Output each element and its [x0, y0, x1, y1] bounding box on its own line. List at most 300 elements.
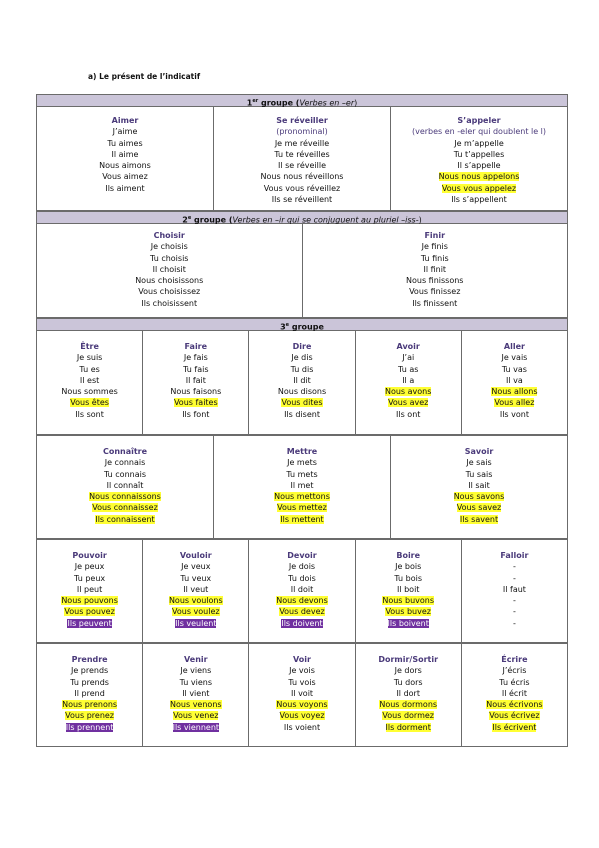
- conjugation-text: Vous devez: [279, 607, 325, 617]
- conjugation-line: [356, 561, 461, 572]
- conjugation-line: [143, 606, 248, 617]
- group3-row4: [36, 643, 568, 747]
- conjugation-line: [143, 665, 248, 676]
- conjugation-line: [303, 253, 568, 264]
- conjugation-text: Tu mets: [286, 469, 318, 479]
- verb-name: Faire: [184, 342, 208, 351]
- conjugation-line: [37, 722, 142, 733]
- conjugation-text: Je dis: [291, 353, 313, 363]
- conjugation-text: Tu dis: [290, 364, 314, 374]
- verb-cell: [37, 224, 303, 317]
- conjugation-text: Je suis: [76, 353, 103, 363]
- conjugation-text: -: [512, 562, 516, 572]
- conjugation-line: [143, 618, 248, 629]
- conjugation-line: [356, 677, 461, 688]
- conjugation-line: [462, 618, 567, 629]
- conjugation-text: Tu dois: [288, 573, 316, 583]
- conjugation-text: Je m’appelle: [454, 138, 504, 148]
- verb-subtitle: (pronominal): [276, 127, 328, 137]
- conjugation-line: [143, 584, 248, 595]
- verb-cell: [37, 107, 214, 210]
- conjugation-text: Ils vont: [499, 409, 529, 419]
- verb-cell: [143, 540, 249, 642]
- verb-name: Être: [80, 342, 99, 351]
- verb-name: Pouvoir: [72, 551, 107, 560]
- conjugation-text: Il se réveille: [277, 161, 327, 171]
- verb-cell: [37, 540, 143, 642]
- verb-cell: [462, 644, 567, 746]
- conjugation-text: Nous nous appelons: [438, 172, 520, 182]
- conjugation-line: [462, 722, 567, 733]
- conjugation-line: [214, 502, 390, 513]
- conjugation-line: [37, 469, 213, 480]
- verb-name: Avoir: [396, 342, 420, 351]
- verb-name: Se réveiller: [276, 116, 328, 125]
- conjugation-text: Vous aimez: [102, 172, 148, 182]
- conjugation-text: Ils doivent: [281, 618, 323, 628]
- conjugation-line: [249, 375, 354, 386]
- conjugation-text: Ils peuvent: [67, 618, 112, 628]
- conjugation-line: [37, 149, 213, 160]
- conjugation-text: Je prends: [70, 666, 109, 676]
- conjugation-text: Ils boivent: [387, 618, 429, 628]
- conjugation-line: [143, 352, 248, 363]
- conjugation-text: Vous voyez: [279, 711, 325, 721]
- conjugation-line: [37, 699, 142, 710]
- conjugation-text: Tu veux: [180, 573, 212, 583]
- verb-cell: [462, 331, 567, 434]
- conjugation-line: [462, 665, 567, 676]
- conjugation-line: [143, 710, 248, 721]
- conjugation-text: Vous vous réveillez: [263, 183, 341, 193]
- conjugation-text: -: [512, 596, 516, 606]
- conjugation-line: [249, 397, 354, 408]
- conjugation-text: Il veut: [183, 584, 209, 594]
- conjugation-line: [37, 710, 142, 721]
- conjugation-line: [249, 699, 354, 710]
- verb-cell: [356, 331, 462, 434]
- conjugation-text: Vous voulez: [172, 607, 220, 617]
- page-title: a) Le présent de l’indicatif: [88, 72, 201, 81]
- conjugation-line: [37, 183, 213, 194]
- conjugation-line: [356, 584, 461, 595]
- conjugation-line: [37, 514, 213, 525]
- conjugation-text: Vous venez: [173, 711, 219, 721]
- verb-cell: [214, 436, 391, 538]
- conjugation-line: [391, 457, 567, 468]
- conjugation-line: [462, 710, 567, 721]
- conjugation-line: [37, 352, 142, 363]
- conjugation-line: [391, 480, 567, 491]
- conjugation-text: Il a: [402, 375, 415, 385]
- verb-cell: [249, 540, 355, 642]
- conjugation-text: Ils écrivent: [492, 722, 537, 732]
- conjugation-text: Je bois: [395, 562, 422, 572]
- conjugation-line: [391, 469, 567, 480]
- conjugation-line: [249, 688, 354, 699]
- conjugation-line: [462, 688, 567, 699]
- conjugation-text: Je viens: [180, 666, 212, 676]
- conjugation-line: [391, 514, 567, 525]
- conjugation-line: [356, 352, 461, 363]
- group1-row: [36, 107, 568, 211]
- conjugation-line: [303, 264, 568, 275]
- conjugation-text: Tu fais: [183, 364, 209, 374]
- conjugation-line: [37, 573, 142, 584]
- conjugation-line: [37, 688, 142, 699]
- conjugation-text: Il voit: [290, 688, 314, 698]
- verb-name: Aimer: [111, 116, 139, 125]
- conjugation-text: Vous êtes: [70, 398, 109, 408]
- conjugation-text: Vous savez: [456, 503, 502, 513]
- conjugation-line: [37, 677, 142, 688]
- verb-name: Mettre: [286, 447, 318, 456]
- conjugation-text: Il prend: [74, 688, 105, 698]
- conjugation-text: Tu bois: [394, 573, 423, 583]
- conjugation-text: Je finis: [421, 242, 448, 252]
- conjugation-line: [214, 491, 390, 502]
- conjugation-line: [249, 409, 354, 420]
- conjugation-text: Vous vous appelez: [441, 183, 517, 193]
- conjugation-text: Ils disent: [284, 409, 320, 419]
- conjugation-line: [143, 573, 248, 584]
- conjugation-line: [462, 409, 567, 420]
- conjugation-text: Vous dites: [281, 398, 323, 408]
- conjugation-line: [462, 699, 567, 710]
- conjugation-text: Je choisis: [150, 242, 188, 252]
- verb-cell: [303, 224, 568, 317]
- conjugation-text: Nous disons: [277, 387, 327, 397]
- conjugation-line: [356, 665, 461, 676]
- conjugation-text: Je dors: [394, 666, 422, 676]
- conjugation-line: [462, 606, 567, 617]
- conjugation-line: [37, 457, 213, 468]
- conjugation-text: Il boit: [396, 584, 420, 594]
- conjugation-line: [249, 618, 354, 629]
- verb-name: Voir: [293, 655, 311, 664]
- conjugation-text: -: [512, 618, 516, 628]
- conjugation-line: [356, 386, 461, 397]
- conjugation-text: J’aime: [112, 127, 138, 137]
- conjugation-text: Nous écrivons: [486, 700, 543, 710]
- conjugation-line: [214, 514, 390, 525]
- conjugation-text: Ils viennent: [172, 722, 220, 732]
- conjugation-text: Vous prenez: [65, 711, 115, 721]
- conjugation-line: [37, 386, 142, 397]
- verb-subtitle: (verbes en -eler qui doublent le l): [411, 127, 547, 137]
- conjugation-line: [143, 699, 248, 710]
- conjugation-text: Nous voyons: [276, 700, 328, 710]
- conjugation-text: Tu choisis: [150, 253, 189, 263]
- conjugation-line: [356, 397, 461, 408]
- conjugation-line: [249, 573, 354, 584]
- conjugation-line: [143, 722, 248, 733]
- conjugation-text: Il connaît: [106, 480, 144, 490]
- verb-cell: [37, 644, 143, 746]
- conjugation-text: Nous savons: [453, 492, 505, 502]
- conjugation-line: [37, 298, 302, 309]
- conjugation-line: [356, 722, 461, 733]
- verb-cell: [214, 107, 391, 210]
- conjugation-text: Je dois: [288, 562, 316, 572]
- conjugation-line: [214, 149, 390, 160]
- conjugation-line: [249, 677, 354, 688]
- conjugation-text: Nous voulons: [168, 596, 223, 606]
- conjugation-text: Ils connaissent: [95, 514, 155, 524]
- conjugation-line: [143, 364, 248, 375]
- conjugation-text: Ils mettent: [280, 514, 324, 524]
- conjugation-line: [462, 386, 567, 397]
- conjugation-text: Nous pouvons: [61, 596, 118, 606]
- conjugation-text: Je mets: [287, 458, 317, 468]
- verb-name: Choisir: [153, 231, 185, 240]
- conjugation-text: Nous allons: [491, 387, 538, 397]
- conjugation-line: [37, 364, 142, 375]
- conjugation-line: [356, 606, 461, 617]
- conjugation-line: [462, 595, 567, 606]
- conjugation-text: Il écrit: [501, 688, 527, 698]
- conjugation-line: [462, 561, 567, 572]
- conjugation-text: Tu te réveilles: [274, 149, 330, 159]
- verb-name: Boire: [396, 551, 421, 560]
- conjugation-text: Tu viens: [179, 677, 212, 687]
- conjugation-text: Vous pouvez: [64, 607, 115, 617]
- verb-name: Prendre: [71, 655, 108, 664]
- conjugation-text: Ils s’appellent: [451, 195, 507, 205]
- conjugation-text: Il faut: [502, 584, 526, 594]
- verb-name: Dormir/Sortir: [378, 655, 439, 664]
- conjugation-line: [356, 409, 461, 420]
- conjugation-line: [303, 241, 568, 252]
- conjugation-text: Je fais: [183, 353, 208, 363]
- conjugation-line: [37, 264, 302, 275]
- conjugation-line: [37, 253, 302, 264]
- conjugation-line: [214, 457, 390, 468]
- conjugation-line: [143, 688, 248, 699]
- conjugation-text: Nous faisons: [170, 387, 222, 397]
- conjugation-text: Ils aiment: [105, 183, 145, 193]
- conjugation-line: [143, 397, 248, 408]
- conjugation-line: [249, 561, 354, 572]
- conjugation-line: [356, 710, 461, 721]
- conjugation-text: Il vient: [182, 688, 210, 698]
- verb-name: Vouloir: [179, 551, 212, 560]
- conjugation-text: Ils ont: [396, 409, 421, 419]
- conjugation-line: [37, 138, 213, 149]
- verb-cell: [356, 540, 462, 642]
- group3-header: 3e groupe: [36, 318, 568, 331]
- conjugation-text: Ils voient: [283, 722, 321, 732]
- conjugation-line: [462, 397, 567, 408]
- conjugation-text: Vous buvez: [385, 607, 431, 617]
- conjugation-text: Ils font: [182, 409, 210, 419]
- conjugation-line: [391, 171, 567, 182]
- conjugation-line: [356, 699, 461, 710]
- verb-cell: [249, 331, 355, 434]
- conjugation-line: [462, 677, 567, 688]
- conjugation-text: Tu es: [79, 364, 100, 374]
- conjugation-text: Il aime: [111, 149, 139, 159]
- conjugation-line: [37, 561, 142, 572]
- conjugation-line: [37, 595, 142, 606]
- conjugation-text: Vous finissez: [409, 287, 461, 297]
- verb-cell: [391, 436, 567, 538]
- conjugation-text: Vous dormez: [382, 711, 434, 721]
- conjugation-text: Vous mettez: [277, 503, 327, 513]
- conjugation-line: [462, 364, 567, 375]
- conjugation-text: Ils dorment: [385, 722, 431, 732]
- conjugation-text: Je connais: [104, 458, 146, 468]
- conjugation-text: Ils veulent: [175, 618, 217, 628]
- verb-cell: [37, 331, 143, 434]
- conjugation-text: Je veux: [181, 562, 211, 572]
- conjugation-line: [249, 722, 354, 733]
- conjugation-text: Il choisit: [152, 264, 186, 274]
- conjugation-text: Nous finissons: [406, 276, 464, 286]
- verb-name: Venir: [184, 655, 208, 664]
- conjugation-text: Il peut: [76, 584, 103, 594]
- group3-row2: [36, 435, 568, 539]
- conjugation-line: [37, 584, 142, 595]
- conjugation-line: [143, 561, 248, 572]
- conjugation-line: [214, 138, 390, 149]
- conjugation-text: Tu t’appelles: [453, 149, 505, 159]
- conjugation-text: Nous sommes: [61, 387, 118, 397]
- conjugation-line: [249, 606, 354, 617]
- conjugation-text: Je vais: [501, 353, 528, 363]
- conjugation-text: Je peux: [74, 562, 105, 572]
- conjugation-line: [391, 138, 567, 149]
- verb-name: Devoir: [287, 551, 317, 560]
- conjugation-line: [37, 160, 213, 171]
- conjugation-text: Tu aimes: [107, 138, 143, 148]
- conjugation-text: Nous avons: [384, 387, 432, 397]
- conjugation-text: Il met: [290, 480, 314, 490]
- conjugation-line: [391, 194, 567, 205]
- conjugation-line: [356, 595, 461, 606]
- conjugation-line: [37, 480, 213, 491]
- conjugation-line: [391, 502, 567, 513]
- conjugation-text: Vous connaissez: [92, 503, 158, 513]
- conjugation-line: [462, 352, 567, 363]
- conjugation-text: Il doit: [290, 584, 314, 594]
- conjugation-text: Vous faites: [173, 398, 218, 408]
- conjugation-text: Je vois: [289, 666, 315, 676]
- conjugation-line: [462, 584, 567, 595]
- conjugation-line: [37, 665, 142, 676]
- conjugation-line: [249, 386, 354, 397]
- conjugation-text: Tu finis: [420, 253, 449, 263]
- conjugation-text: Nous connaissons: [89, 492, 161, 502]
- conjugation-line: [303, 275, 568, 286]
- verb-cell: [462, 540, 567, 642]
- conjugation-text: Il finit: [423, 264, 447, 274]
- verb-name: Connaître: [102, 447, 148, 456]
- conjugation-text: J’écris: [502, 666, 527, 676]
- conjugation-line: [391, 149, 567, 160]
- conjugation-text: -: [512, 573, 516, 583]
- conjugation-text: Tu vas: [501, 364, 527, 374]
- conjugation-text: Tu vois: [288, 677, 316, 687]
- conjugation-text: Vous avez: [388, 398, 429, 408]
- conjugation-text: -: [512, 607, 516, 617]
- conjugation-line: [37, 375, 142, 386]
- conjugation-line: [214, 469, 390, 480]
- conjugation-line: [37, 171, 213, 182]
- group3-row1: [36, 331, 568, 435]
- conjugation-text: Tu sais: [465, 469, 493, 479]
- conjugation-text: Je sais: [466, 458, 492, 468]
- conjugation-line: [356, 688, 461, 699]
- verb-name: Aller: [503, 342, 525, 351]
- conjugation-text: Nous nous réveillons: [260, 172, 344, 182]
- group1-header: 1er groupe (Verbes en –er): [36, 94, 568, 107]
- conjugation-text: Tu as: [398, 364, 419, 374]
- conjugation-text: J’ai: [402, 353, 415, 363]
- conjugation-line: [249, 595, 354, 606]
- conjugation-text: Nous prenons: [62, 700, 118, 710]
- group2-header: 2e groupe (Verbes en –ir qui se conjuguent au pluriel –iss-): [36, 211, 568, 224]
- conjugation-line: [391, 183, 567, 194]
- conjugation-text: Il s’appelle: [457, 161, 501, 171]
- conjugation-line: [37, 606, 142, 617]
- conjugation-line: [249, 352, 354, 363]
- conjugation-line: [143, 677, 248, 688]
- group3-row3: [36, 539, 568, 643]
- conjugation-line: [462, 573, 567, 584]
- conjugation-text: Il fait: [185, 375, 206, 385]
- verb-cell: [391, 107, 567, 210]
- verb-name: Finir: [424, 231, 446, 240]
- conjugation-line: [214, 480, 390, 491]
- conjugation-text: Tu peux: [74, 573, 106, 583]
- conjugation-text: Il dit: [293, 375, 311, 385]
- conjugation-text: Tu écris: [499, 677, 530, 687]
- verb-cell: [249, 644, 355, 746]
- conjugation-line: [37, 286, 302, 297]
- conjugation-line: [249, 665, 354, 676]
- conjugation-text: Ils se réveillent: [271, 195, 333, 205]
- conjugation-line: [37, 275, 302, 286]
- conjugation-text: Vous choisissez: [138, 287, 201, 297]
- verb-name: Écrire: [501, 655, 528, 664]
- conjugation-line: [391, 160, 567, 171]
- conjugation-line: [303, 286, 568, 297]
- conjugation-text: Nous choisissons: [135, 276, 204, 286]
- conjugation-text: Ils sont: [75, 409, 104, 419]
- conjugation-line: [214, 194, 390, 205]
- verb-name: Falloir: [500, 551, 529, 560]
- conjugation-line: [214, 183, 390, 194]
- conjugation-line: [356, 618, 461, 629]
- conjugation-line: [143, 595, 248, 606]
- conjugation-text: Il est: [79, 375, 100, 385]
- conjugation-line: [462, 375, 567, 386]
- conjugation-text: Il sait: [468, 480, 490, 490]
- conjugation-text: Nous buvons: [382, 596, 435, 606]
- conjugation-line: [356, 375, 461, 386]
- verb-cell: [37, 436, 214, 538]
- conjugation-line: [214, 171, 390, 182]
- conjugation-line: [37, 502, 213, 513]
- conjugation-text: Ils savent: [459, 514, 499, 524]
- verb-name: S’appeler: [457, 116, 501, 125]
- verb-name: Dire: [292, 342, 312, 351]
- conjugation-line: [356, 364, 461, 375]
- verb-cell: [143, 644, 249, 746]
- conjugation-line: [143, 409, 248, 420]
- conjugation-text: Nous devons: [276, 596, 328, 606]
